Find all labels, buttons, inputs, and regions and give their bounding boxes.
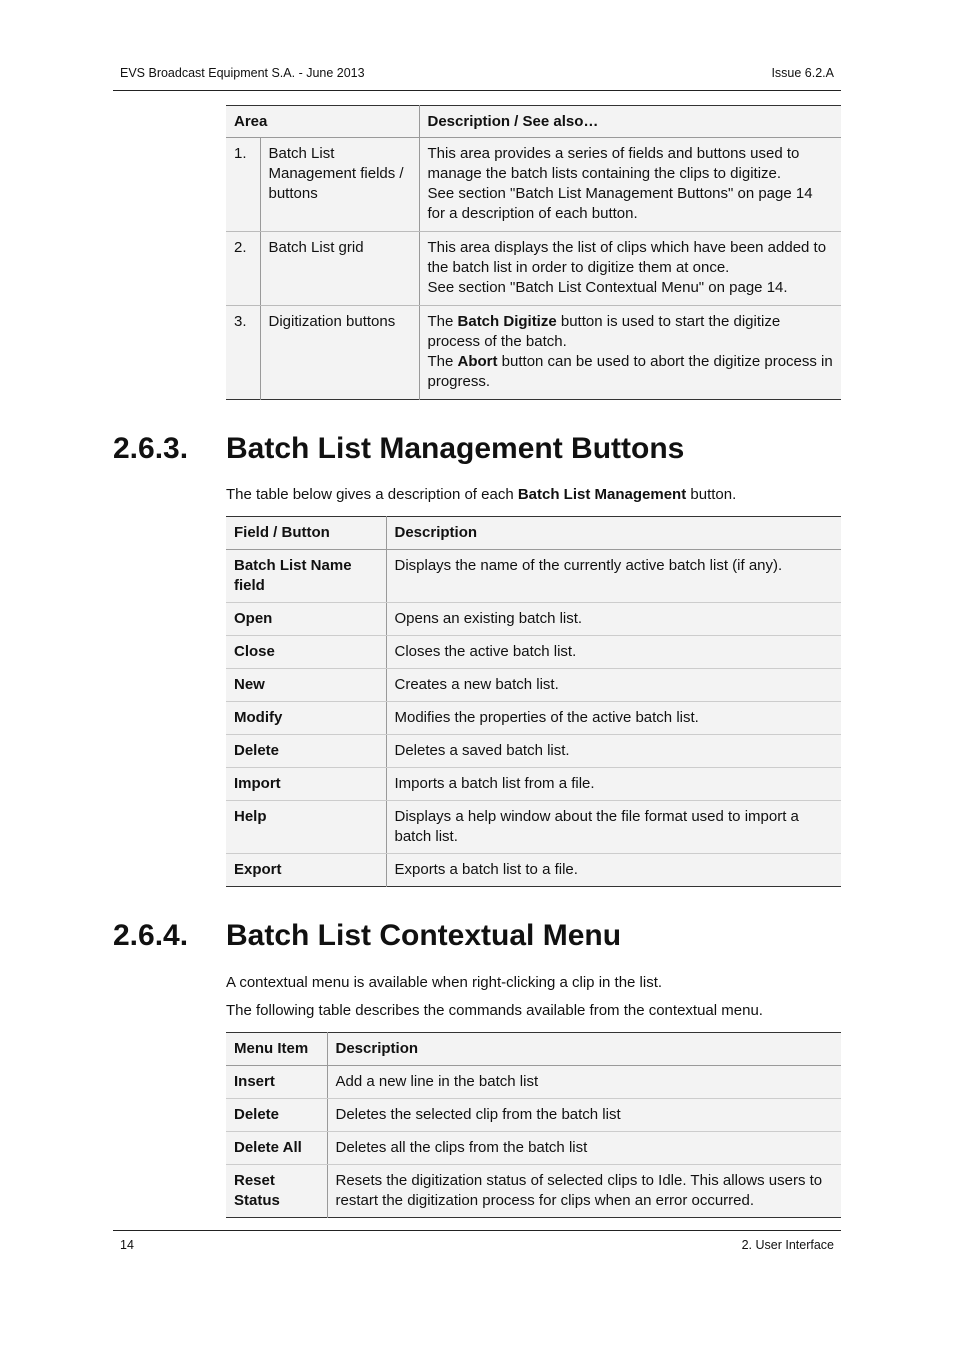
field-description: Imports a batch list from a file.: [386, 768, 841, 801]
field-description: Opens an existing batch list.: [386, 603, 841, 636]
field-description: Displays the name of the currently active batch list (if any).: [386, 550, 841, 603]
management-buttons-table: [226, 516, 841, 887]
bold-term: Batch List Management: [517, 486, 687, 503]
field-name: Close: [226, 636, 386, 669]
col-description-header: Description / See also…: [419, 106, 841, 138]
description-line: [428, 312, 834, 352]
section-number: 2.6.3.: [113, 432, 189, 465]
field-name: Import: [226, 768, 386, 801]
section-intro: [226, 485, 841, 505]
table-row: [226, 854, 841, 887]
text-run: The: [427, 353, 458, 370]
field-description: Closes the active batch list.: [386, 636, 841, 669]
table-header-row: [226, 106, 841, 138]
footer-chapter: 2. User Interface: [741, 1238, 834, 1252]
field-description: Displays a help window about the file format used to import a batch list.: [386, 801, 841, 854]
table-row: [226, 1066, 841, 1099]
menu-item-description: Add a new line in the batch list: [327, 1066, 841, 1099]
col-field-header: Field / Button: [226, 517, 386, 550]
text-run: The: [427, 313, 458, 330]
table-row: [226, 801, 841, 854]
row-area: Digitization buttons: [260, 306, 419, 400]
table-header-row: [226, 1033, 841, 1066]
col-description-header: Description: [327, 1033, 841, 1066]
header-publisher: EVS Broadcast Equipment S.A. - June 2013: [120, 66, 365, 80]
table-row: [226, 603, 841, 636]
field-description: Modifies the properties of the active batch list.: [386, 702, 841, 735]
table-row: [226, 735, 841, 768]
menu-item-description: Deletes the selected clip from the batch list: [327, 1099, 841, 1132]
field-name: Export: [226, 854, 386, 887]
menu-item-name: Insert: [226, 1066, 327, 1099]
row-number: 2.: [226, 232, 260, 306]
table-row: [226, 669, 841, 702]
col-description-header: Description: [386, 517, 841, 550]
row-description: [419, 138, 841, 232]
table-row: [226, 1132, 841, 1165]
section-intro: A contextual menu is available when right-clicking a clip in the list.: [226, 974, 663, 991]
section-number: 2.6.4.: [113, 919, 189, 952]
table-row: [226, 636, 841, 669]
field-description: Exports a batch list to a file.: [386, 854, 841, 887]
see-also-line: See section "Batch List Management Buttons" on page 14 for a description of each button.: [427, 185, 813, 222]
menu-item-name: Delete: [226, 1099, 327, 1132]
table-row: [226, 702, 841, 735]
contextual-menu-table: [226, 1032, 841, 1218]
bold-term: Batch Digitize: [457, 313, 557, 330]
table-row: [226, 1099, 841, 1132]
col-area-header: Area: [226, 106, 419, 138]
table-header-row: [226, 517, 841, 550]
section-title: Batch List Contextual Menu: [226, 919, 622, 952]
row-area: Batch List Management fields / buttons: [260, 138, 419, 232]
table-row: [226, 550, 841, 603]
row-number: 1.: [226, 138, 260, 232]
field-name: Delete: [226, 735, 386, 768]
field-name: Open: [226, 603, 386, 636]
field-name: New: [226, 669, 386, 702]
field-name: Modify: [226, 702, 386, 735]
row-description: [419, 232, 841, 306]
field-name: Help: [226, 801, 386, 854]
areas-table: [226, 105, 841, 400]
menu-item-name: Reset Status: [226, 1165, 327, 1218]
field-description: Creates a new batch list.: [386, 669, 841, 702]
table-row: [226, 1165, 841, 1218]
row-area: Batch List grid: [260, 232, 419, 306]
table-row: [226, 768, 841, 801]
col-item-header: Menu Item: [226, 1033, 327, 1066]
text-run: button is used to start the digitize process of the batch.: [427, 313, 781, 350]
field-description: Deletes a saved batch list.: [386, 735, 841, 768]
section-title: Batch List Management Buttons: [226, 432, 685, 465]
text-run: button.: [686, 486, 737, 503]
description-line: [428, 352, 834, 392]
table-row: [226, 138, 841, 232]
running-header: [113, 64, 841, 91]
table-row: [226, 232, 841, 306]
running-footer: [113, 1230, 841, 1260]
text-run: The table below gives a description of each: [226, 486, 518, 503]
menu-item-name: Delete All: [226, 1132, 327, 1165]
page-number: 14: [120, 1238, 134, 1252]
menu-item-description: Resets the digitization status of selected clips to Idle. This allows users to restart the digitization process for clips when an error occurred.: [327, 1165, 841, 1218]
text-run: button can be used to abort the digitize process in progress.: [427, 353, 833, 390]
row-description: [419, 306, 841, 400]
header-issue: Issue 6.2.A: [771, 66, 834, 80]
see-also-line: See section "Batch List Contextual Menu" on page 14.: [427, 279, 788, 296]
description-line: This area provides a series of fields and buttons used to manage the batch lists containing the clips to digitize.: [427, 145, 800, 182]
table-row: [226, 306, 841, 400]
row-number: 3.: [226, 306, 260, 400]
field-name: Batch List Name field: [226, 550, 386, 603]
description-line: This area displays the list of clips which have been added to the batch list in order to digitize them at once.: [427, 239, 827, 276]
menu-item-description: Deletes all the clips from the batch list: [327, 1132, 841, 1165]
bold-term: Abort: [457, 353, 498, 370]
section-intro: The following table describes the commands available from the contextual menu.: [226, 1002, 763, 1019]
